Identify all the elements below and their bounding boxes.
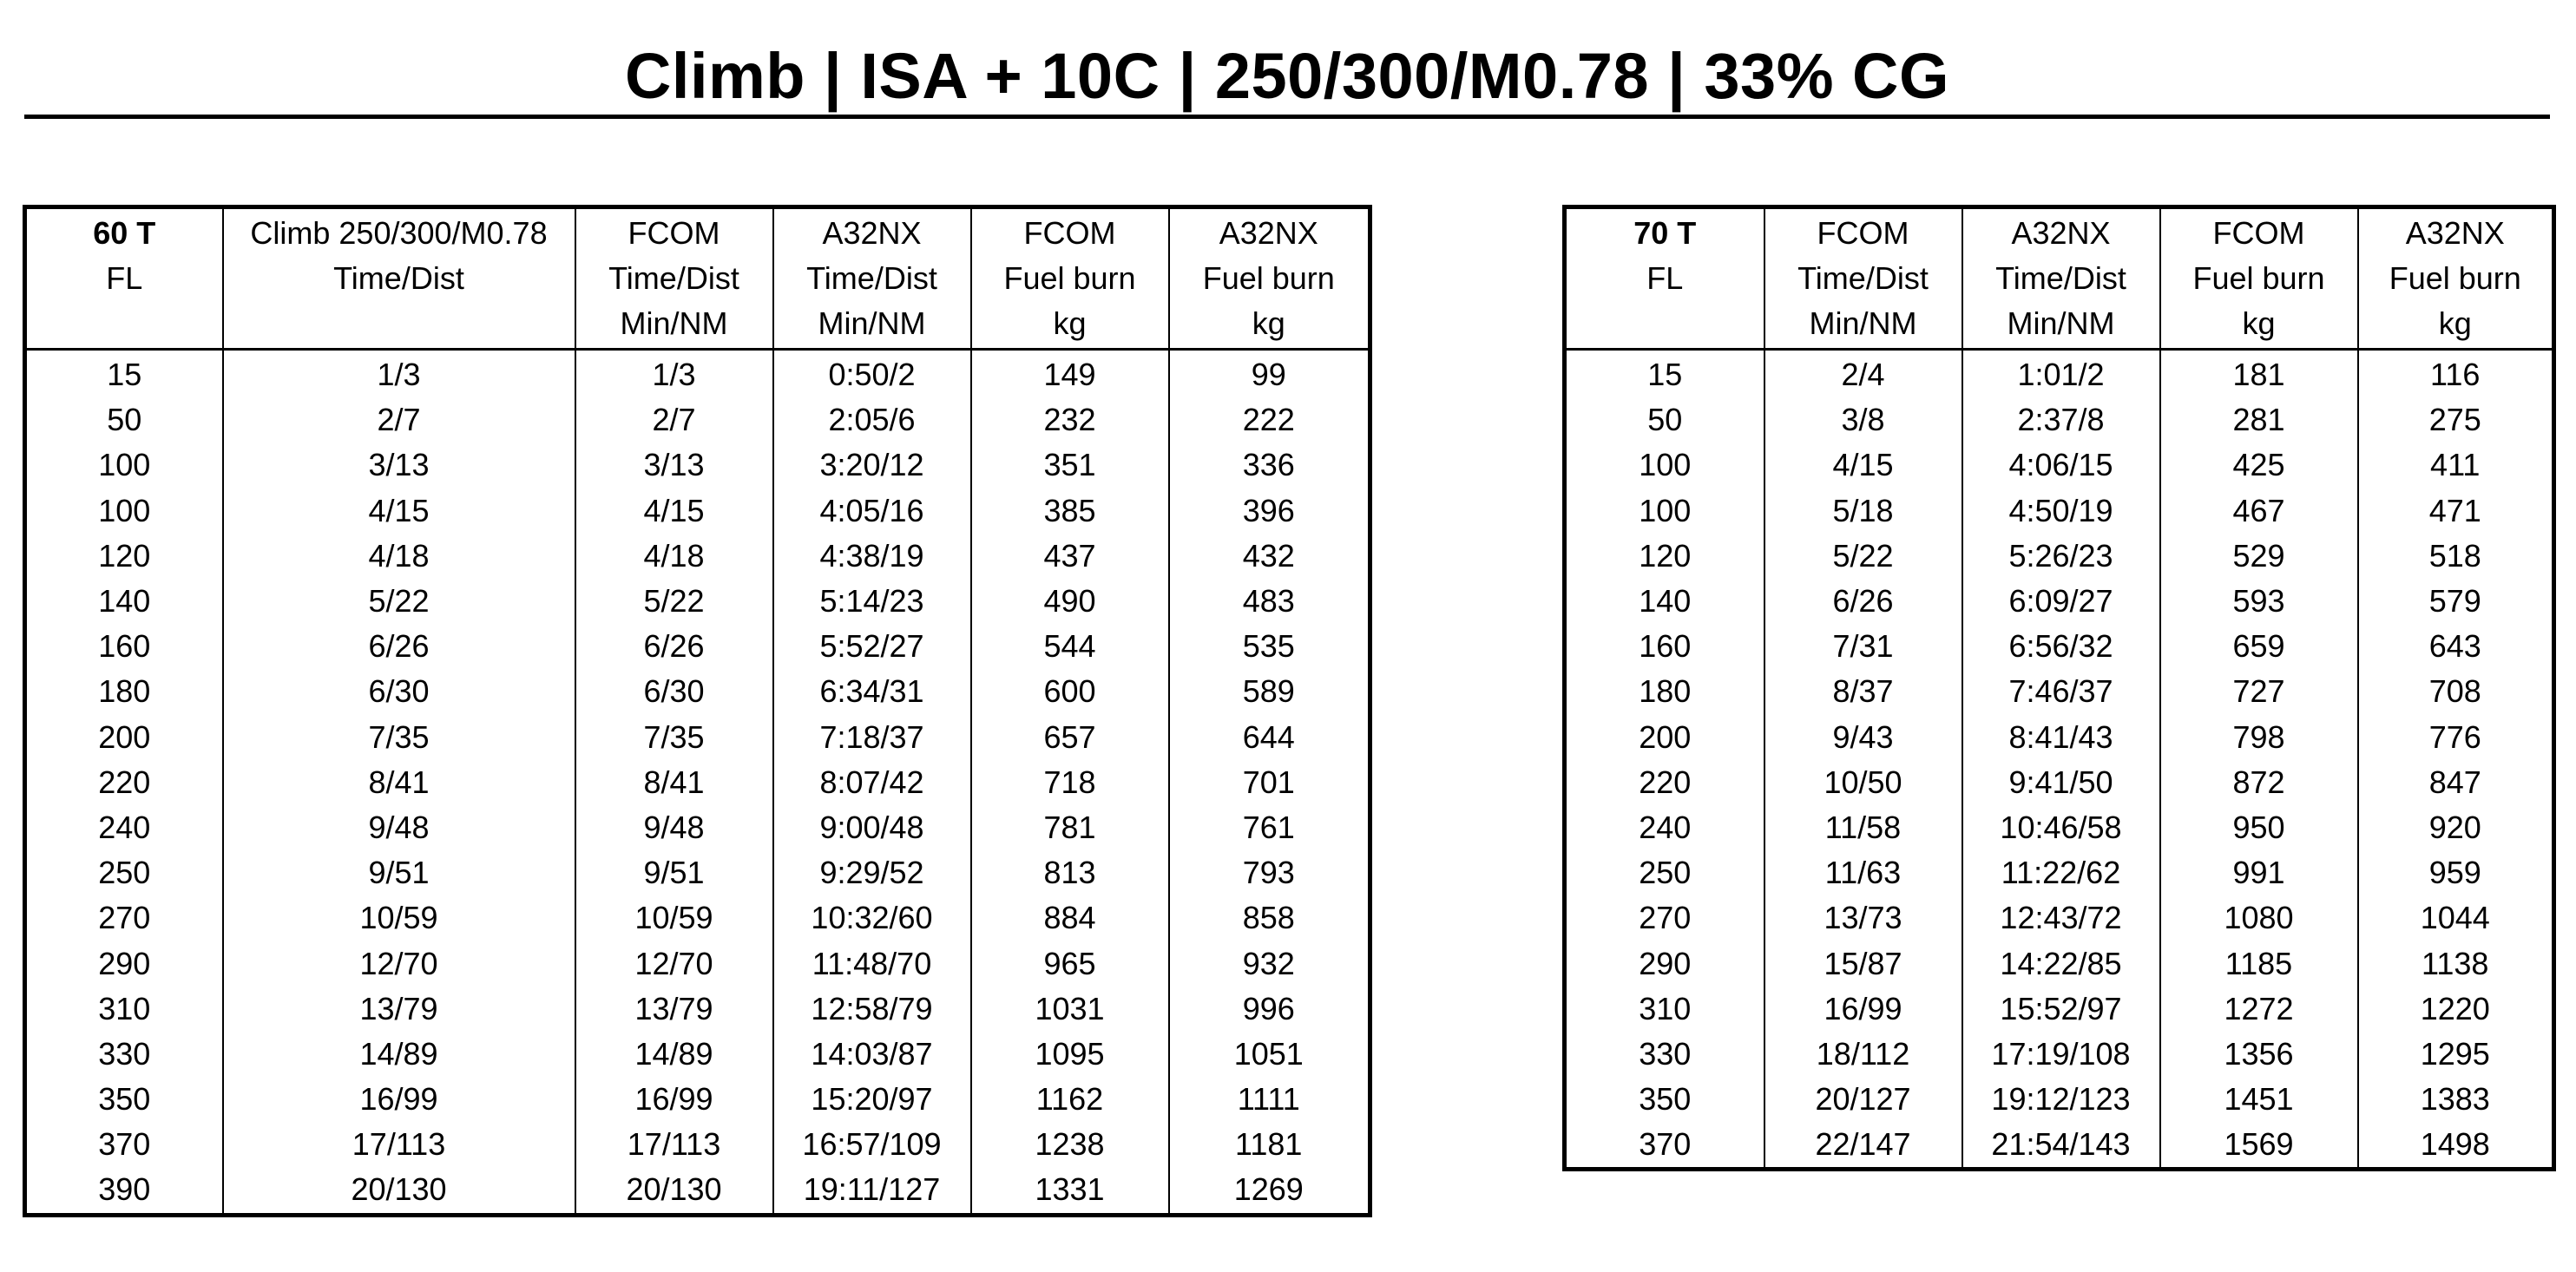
column-header-line: Min/NM	[818, 305, 926, 341]
column-header	[1962, 207, 2160, 350]
column-header-line	[27, 301, 222, 346]
table-cell: 483	[1169, 579, 1370, 624]
column-header-line: FCOM	[628, 215, 720, 251]
flight-level-cell: 250	[98, 855, 151, 891]
column-header	[773, 207, 971, 350]
table-cell: 351	[971, 443, 1169, 488]
table-cell: 643	[2358, 624, 2554, 669]
table-cell: 1162	[971, 1077, 1169, 1122]
table-cell: 544	[971, 624, 1169, 669]
table-cell: 2/7	[575, 397, 773, 443]
table-cell: 535	[1169, 624, 1370, 669]
column-header-line: FCOM	[1817, 215, 1909, 251]
table-row	[25, 805, 1370, 850]
table-cell: 10:32/60	[773, 895, 971, 941]
table-cell: 9/48	[575, 805, 773, 850]
table-cell: 3:20/12	[773, 443, 971, 488]
table-cell: 432	[1169, 534, 1370, 579]
table-cell: 10:46/58	[1962, 805, 2160, 850]
table-row	[1565, 669, 2554, 714]
table-cell: 437	[971, 534, 1169, 579]
table-cell: 518	[2358, 534, 2554, 579]
table-cell: 19:12/123	[1962, 1077, 2160, 1122]
flight-level-cell: 290	[1639, 945, 1692, 981]
table-row	[1565, 941, 2554, 986]
table-cell: 6/26	[1764, 579, 1962, 624]
flight-level-cell: 15	[1647, 357, 1683, 393]
flight-level-cell: 140	[1639, 583, 1692, 620]
table-cell: 14/89	[575, 1032, 773, 1077]
table-cell: 1451	[2160, 1077, 2358, 1122]
table-cell: 18/112	[1764, 1032, 1962, 1077]
table-row	[1565, 987, 2554, 1032]
table-cell: 3/13	[575, 443, 773, 488]
table-cell: 1/3	[575, 350, 773, 398]
column-header-line: kg	[1053, 305, 1087, 341]
table-cell: 8/41	[575, 760, 773, 805]
table-cell: 9:00/48	[773, 805, 971, 850]
flight-level-cell: 250	[1639, 855, 1692, 891]
table-cell: 5/22	[223, 579, 575, 624]
flight-level-cell: 100	[98, 492, 151, 528]
table-cell: 14/89	[223, 1032, 575, 1077]
flight-level-cell: 50	[107, 402, 142, 438]
flight-level-cell: 330	[1639, 1035, 1692, 1072]
column-header-line: kg	[2438, 305, 2472, 341]
table-cell: 6/26	[223, 624, 575, 669]
table-cell: 657	[971, 715, 1169, 760]
column-header	[575, 207, 773, 350]
table-cell: 14:22/85	[1962, 941, 2160, 986]
table-cell: 7/35	[575, 715, 773, 760]
table-cell: 959	[2358, 850, 2554, 895]
table-cell: 19:11/127	[773, 1167, 971, 1215]
flight-level-cell: 240	[98, 809, 151, 845]
table-row	[1565, 850, 2554, 895]
table-cell: 467	[2160, 488, 2358, 534]
table-cell: 1272	[2160, 987, 2358, 1032]
column-header	[223, 207, 575, 350]
column-header	[971, 207, 1169, 350]
column-header	[2358, 207, 2554, 350]
table-cell: 17:19/108	[1962, 1032, 2160, 1077]
table-cell: 5:52/27	[773, 624, 971, 669]
table-cell: 10/59	[223, 895, 575, 941]
table-cell: 4/15	[1764, 443, 1962, 488]
weight-label: 70 T	[1633, 215, 1697, 251]
column-header-line: Time/Dist	[1995, 260, 2126, 296]
table-row	[1565, 1032, 2554, 1077]
weight-label: 60 T	[93, 215, 156, 251]
table-cell: 471	[2358, 488, 2554, 534]
table-cell: 17/113	[223, 1122, 575, 1167]
table-row	[1565, 760, 2554, 805]
column-header-line: A32NX	[2405, 215, 2505, 251]
flight-level-cell: 15	[107, 357, 142, 393]
table-row	[25, 895, 1370, 941]
table-cell: 761	[1169, 805, 1370, 850]
table-cell: 396	[1169, 488, 1370, 534]
column-header-line: A32NX	[2011, 215, 2111, 251]
table-cell: 336	[1169, 443, 1370, 488]
column-header	[1565, 207, 1764, 350]
table-cell: 2/7	[223, 397, 575, 443]
table-cell: 1:01/2	[1962, 350, 2160, 398]
column-header-line: Climb 250/300/M0.78	[250, 215, 548, 251]
table-cell: 1095	[971, 1032, 1169, 1077]
table-cell: 996	[1169, 987, 1370, 1032]
flight-level-cell: 200	[98, 718, 151, 755]
table-cell: 727	[2160, 669, 2358, 714]
column-header-line: Fuel burn	[1003, 260, 1136, 296]
table-cell: 991	[2160, 850, 2358, 895]
table-cell: 7:18/37	[773, 715, 971, 760]
table-cell: 1220	[2358, 987, 2554, 1032]
table-cell: 9:29/52	[773, 850, 971, 895]
column-header	[2160, 207, 2358, 350]
table-cell: 708	[2358, 669, 2554, 714]
table-row	[1565, 534, 2554, 579]
table-cell: 1331	[971, 1167, 1169, 1215]
table-cell: 11:48/70	[773, 941, 971, 986]
table-cell: 15:52/97	[1962, 987, 2160, 1032]
table-cell: 4/18	[575, 534, 773, 579]
column-header-line: Fuel burn	[1202, 260, 1335, 296]
table-cell: 600	[971, 669, 1169, 714]
table-cell: 21:54/143	[1962, 1122, 2160, 1170]
table-row	[1565, 715, 2554, 760]
table-cell: 1356	[2160, 1032, 2358, 1077]
column-header-line: Min/NM	[2007, 305, 2115, 341]
flight-level-cell: 100	[98, 447, 151, 483]
flight-level-cell: 310	[98, 990, 151, 1026]
table-cell: 701	[1169, 760, 1370, 805]
table-cell: 12:43/72	[1962, 895, 2160, 941]
table-cell: 6/30	[575, 669, 773, 714]
header-row	[25, 207, 1370, 350]
table-cell: 5:14/23	[773, 579, 971, 624]
table-cell: 12/70	[575, 941, 773, 986]
table-row	[25, 350, 1370, 398]
flight-level-cell: 220	[98, 764, 151, 800]
table-cell: 1080	[2160, 895, 2358, 941]
column-header-line: FL	[106, 260, 143, 296]
table-cell: 7:46/37	[1962, 669, 2160, 714]
table-cell: 6:56/32	[1962, 624, 2160, 669]
table-row	[25, 760, 1370, 805]
column-header-line: Fuel burn	[2389, 260, 2521, 296]
flight-level-cell: 290	[98, 945, 151, 981]
column-header-line: kg	[1252, 305, 1285, 341]
table-cell: 1269	[1169, 1167, 1370, 1215]
table-cell: 4:38/19	[773, 534, 971, 579]
table-cell: 15:20/97	[773, 1077, 971, 1122]
page-title: Climb | ISA + 10C | 250/300/M0.78 | 33% CG	[624, 40, 1950, 112]
table-cell: 4/18	[223, 534, 575, 579]
table-cell: 490	[971, 579, 1169, 624]
table-cell: 7/31	[1764, 624, 1962, 669]
column-header-line: kg	[2242, 305, 2276, 341]
table-cell: 16/99	[575, 1077, 773, 1122]
table-cell: 99	[1169, 350, 1370, 398]
table-row	[25, 987, 1370, 1032]
flight-level-cell: 160	[1639, 628, 1692, 665]
table-cell: 6:34/31	[773, 669, 971, 714]
table-cell: 222	[1169, 397, 1370, 443]
table-cell: 8/37	[1764, 669, 1962, 714]
table-cell: 385	[971, 488, 1169, 534]
flight-level-cell: 270	[98, 900, 151, 936]
table-cell: 9/48	[223, 805, 575, 850]
table-cell: 9/43	[1764, 715, 1962, 760]
table-cell: 9/51	[223, 850, 575, 895]
column-header-line: Min/NM	[620, 305, 728, 341]
header-row	[1565, 207, 2554, 350]
table-cell: 1185	[2160, 941, 2358, 986]
table-row	[25, 1122, 1370, 1167]
table-cell: 3/8	[1764, 397, 1962, 443]
table-row	[25, 579, 1370, 624]
table-cell: 793	[1169, 850, 1370, 895]
table-row	[1565, 397, 2554, 443]
table-cell: 6/26	[575, 624, 773, 669]
column-header	[1764, 207, 1962, 350]
table-cell: 813	[971, 850, 1169, 895]
table-cell: 1295	[2358, 1032, 2554, 1077]
table-cell: 1238	[971, 1122, 1169, 1167]
column-header-line: Time/Dist	[1797, 260, 1929, 296]
table-cell: 589	[1169, 669, 1370, 714]
flight-level-cell: 200	[1639, 718, 1692, 755]
table-cell: 20/130	[575, 1167, 773, 1215]
flight-level-cell: 100	[1639, 447, 1692, 483]
table-cell: 6:09/27	[1962, 579, 2160, 624]
table-cell: 22/147	[1764, 1122, 1962, 1170]
table-cell: 16:57/109	[773, 1122, 971, 1167]
column-header-line: Fuel burn	[2192, 260, 2325, 296]
table-row	[1565, 805, 2554, 850]
table-cell: 10/50	[1764, 760, 1962, 805]
table-row	[25, 1167, 1370, 1215]
table-cell: 15/87	[1764, 941, 1962, 986]
table-cell: 13/79	[223, 987, 575, 1032]
table-cell: 1138	[2358, 941, 2554, 986]
table-cell: 1111	[1169, 1077, 1370, 1122]
table-cell: 2:37/8	[1962, 397, 2160, 443]
table-row	[25, 624, 1370, 669]
table-cell: 0:50/2	[773, 350, 971, 398]
table-cell: 1181	[1169, 1122, 1370, 1167]
flight-level-cell: 180	[98, 673, 151, 710]
flight-level-cell: 370	[1639, 1126, 1692, 1163]
column-header-line: A32NX	[822, 215, 922, 251]
table-row	[25, 1077, 1370, 1122]
table-row	[25, 941, 1370, 986]
table-row	[1565, 579, 2554, 624]
table-cell: 1383	[2358, 1077, 2554, 1122]
column-header-line: FL	[1646, 260, 1684, 296]
table-cell: 281	[2160, 397, 2358, 443]
table-cell: 8/41	[223, 760, 575, 805]
table-row	[25, 534, 1370, 579]
column-header	[1169, 207, 1370, 350]
table-cell: 411	[2358, 443, 2554, 488]
flight-level-cell: 370	[98, 1126, 151, 1163]
table-cell: 16/99	[223, 1077, 575, 1122]
table-cell: 5/22	[1764, 534, 1962, 579]
climb-table-70t	[1562, 205, 2556, 1171]
table-row	[1565, 488, 2554, 534]
table-cell: 579	[2358, 579, 2554, 624]
table-row	[25, 850, 1370, 895]
table-cell: 17/113	[575, 1122, 773, 1167]
table-row	[25, 488, 1370, 534]
title-underline	[24, 115, 2550, 119]
column-header-line: Min/NM	[1809, 305, 1917, 341]
table-cell: 5/22	[575, 579, 773, 624]
flight-level-cell: 180	[1639, 673, 1692, 710]
table-cell: 718	[971, 760, 1169, 805]
table-cell: 5/18	[1764, 488, 1962, 534]
table-row	[25, 715, 1370, 760]
flight-level-cell: 390	[98, 1171, 151, 1208]
table-cell: 659	[2160, 624, 2358, 669]
flight-level-cell: 310	[1639, 990, 1692, 1026]
flight-level-cell: 270	[1639, 900, 1692, 936]
table-cell: 776	[2358, 715, 2554, 760]
table-cell: 932	[1169, 941, 1370, 986]
flight-level-cell: 220	[1639, 764, 1692, 800]
table-cell: 13/73	[1764, 895, 1962, 941]
table-cell: 20/127	[1764, 1077, 1962, 1122]
column-header-line: Time/Dist	[333, 260, 464, 296]
column-header-line: FCOM	[1023, 215, 1116, 251]
table-cell: 16/99	[1764, 987, 1962, 1032]
table-cell: 425	[2160, 443, 2358, 488]
table-cell: 14:03/87	[773, 1032, 971, 1077]
table-cell: 3/13	[223, 443, 575, 488]
table-cell: 275	[2358, 397, 2554, 443]
table-row	[1565, 895, 2554, 941]
table-cell: 11/58	[1764, 805, 1962, 850]
flight-level-cell: 50	[1647, 402, 1683, 438]
flight-level-cell: 350	[98, 1081, 151, 1118]
table-cell: 6/30	[223, 669, 575, 714]
table-row	[25, 443, 1370, 488]
table-cell: 10/59	[575, 895, 773, 941]
table-cell: 13/79	[575, 987, 773, 1032]
table-row	[1565, 1122, 2554, 1170]
table-row	[25, 669, 1370, 714]
table-cell: 1051	[1169, 1032, 1370, 1077]
table-cell: 781	[971, 805, 1169, 850]
table-cell: 884	[971, 895, 1169, 941]
table-cell: 798	[2160, 715, 2358, 760]
table-cell: 12:58/79	[773, 987, 971, 1032]
flight-level-cell: 120	[1639, 537, 1692, 574]
table-cell: 4:50/19	[1962, 488, 2160, 534]
table-row	[25, 397, 1370, 443]
table-cell: 4/15	[575, 488, 773, 534]
table-cell: 149	[971, 350, 1169, 398]
table-cell: 529	[2160, 534, 2358, 579]
column-header-line: Time/Dist	[608, 260, 739, 296]
flight-level-cell: 350	[1639, 1081, 1692, 1118]
table-cell: 1569	[2160, 1122, 2358, 1170]
table-cell: 2:05/6	[773, 397, 971, 443]
flight-level-cell: 140	[98, 583, 151, 620]
table-cell: 593	[2160, 579, 2358, 624]
table-cell: 11/63	[1764, 850, 1962, 895]
table-cell: 7/35	[223, 715, 575, 760]
table-cell: 847	[2358, 760, 2554, 805]
table-row	[1565, 350, 2554, 398]
column-header	[25, 207, 223, 350]
table-cell: 644	[1169, 715, 1370, 760]
table-cell: 1044	[2358, 895, 2554, 941]
table-cell: 950	[2160, 805, 2358, 850]
flight-level-cell: 120	[98, 537, 151, 574]
table-cell: 116	[2358, 350, 2554, 398]
table-cell: 4/15	[223, 488, 575, 534]
table-cell: 8:41/43	[1962, 715, 2160, 760]
table-cell: 9:41/50	[1962, 760, 2160, 805]
table-cell: 232	[971, 397, 1169, 443]
table-cell: 872	[2160, 760, 2358, 805]
table-cell: 858	[1169, 895, 1370, 941]
table-cell: 5:26/23	[1962, 534, 2160, 579]
column-header-line: A32NX	[1219, 215, 1318, 251]
column-header-line	[1567, 301, 1764, 346]
table-cell: 11:22/62	[1962, 850, 2160, 895]
table-cell: 20/130	[223, 1167, 575, 1215]
table-cell: 1031	[971, 987, 1169, 1032]
climb-table-60t	[23, 205, 1372, 1217]
flight-level-cell: 160	[98, 628, 151, 665]
column-header-line: FCOM	[2212, 215, 2305, 251]
table-cell: 8:07/42	[773, 760, 971, 805]
table-cell: 965	[971, 941, 1169, 986]
table-cell: 9/51	[575, 850, 773, 895]
table-cell: 2/4	[1764, 350, 1962, 398]
table-cell: 1/3	[223, 350, 575, 398]
table-cell: 4:06/15	[1962, 443, 2160, 488]
table-row	[25, 1032, 1370, 1077]
table-row	[1565, 624, 2554, 669]
table-cell: 1498	[2358, 1122, 2554, 1170]
table-row	[1565, 443, 2554, 488]
table-cell: 12/70	[223, 941, 575, 986]
column-header-line	[224, 301, 575, 346]
table-row	[1565, 1077, 2554, 1122]
table-cell: 920	[2358, 805, 2554, 850]
flight-level-cell: 100	[1639, 492, 1692, 528]
column-header-line: Time/Dist	[806, 260, 937, 296]
table-cell: 181	[2160, 350, 2358, 398]
table-cell: 4:05/16	[773, 488, 971, 534]
flight-level-cell: 330	[98, 1035, 151, 1072]
flight-level-cell: 240	[1639, 809, 1692, 845]
